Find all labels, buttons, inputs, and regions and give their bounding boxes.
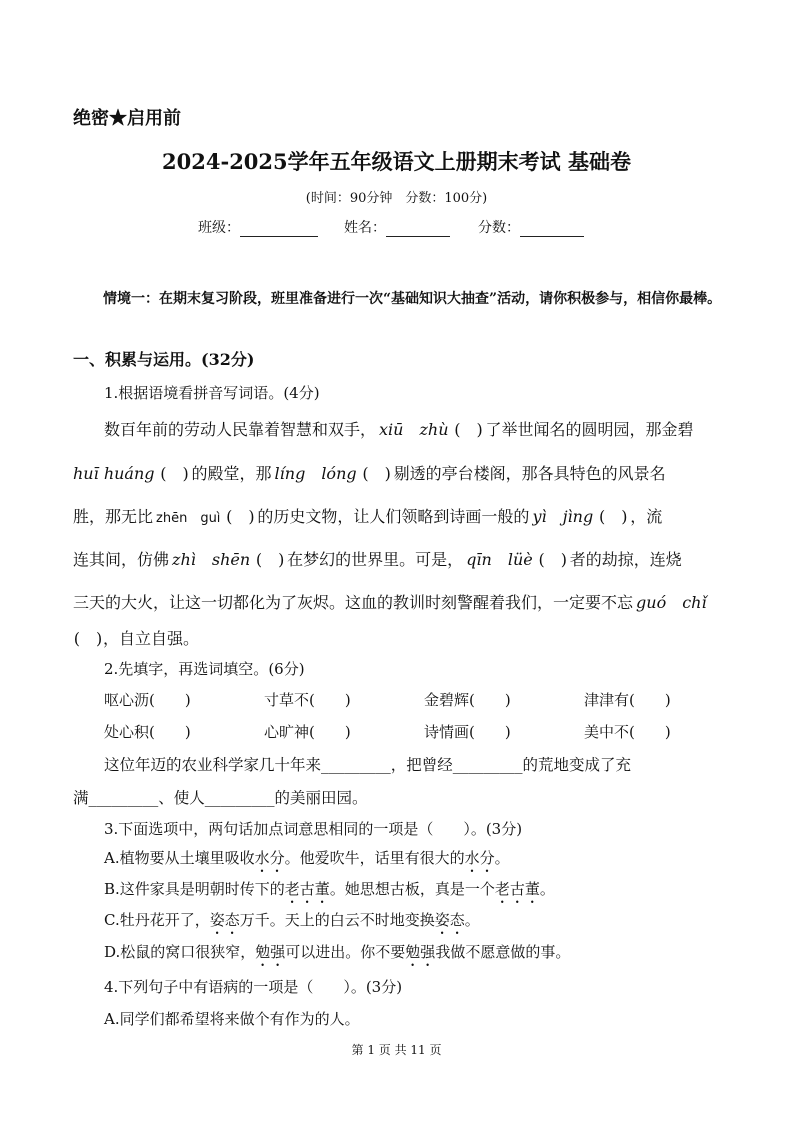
q2-item: 诗情画( ) — [424, 723, 511, 741]
q1-line6: ( )，自立自强。 — [73, 629, 200, 648]
time-score-info: (时间：90分钟 分数：100分) — [305, 191, 488, 206]
q2-item: 金碧辉( ) — [424, 691, 511, 709]
q3-option-b: B.这件家具是明朝时传下的老古董。她思想古板，真是一个老古董。 — [104, 880, 555, 898]
q3-option-c: C.牡丹花开了，姿态万千。天上的白云不时地变换姿态。 — [104, 911, 480, 929]
q2-item: 寸草不( ) — [264, 691, 351, 709]
page-footer: 第 1 页 共 11 页 — [351, 1043, 442, 1057]
q4-option-a: A.同学们都希望将来做个有作为的人。 — [104, 1010, 360, 1028]
q2-item: 津津有( ) — [584, 691, 671, 709]
pinyin-huihuang: huī huáng — [73, 464, 155, 483]
confidential-label: 绝密★启用前 — [73, 108, 181, 129]
score-blank — [520, 222, 584, 237]
q3-label: 3.下面选项中，两句话加点词意思相同的一项是（ ）。(3分) — [104, 820, 523, 838]
q2-item: 呕心沥( ) — [104, 691, 191, 709]
q4-label: 4.下列句子中有语病的一项是（ ）。(3分) — [104, 978, 403, 996]
score-label: 分数： — [478, 220, 520, 236]
name-field — [344, 217, 450, 237]
class-field — [198, 217, 318, 237]
name-label: 姓名： — [344, 220, 386, 236]
class-label: 班级： — [198, 220, 240, 236]
q2-sentence-line2: 满_________、使人_________的美丽田园。 — [73, 789, 368, 807]
score-field — [478, 217, 584, 237]
exam-title: 2024-2025学年五年级语文上册期末考试 基础卷 — [162, 149, 631, 174]
q2-label: 2.先填字，再选词填空。(6分) — [104, 660, 305, 678]
name-blank — [386, 222, 450, 237]
pinyin-guochi: guó chǐ — [636, 593, 707, 612]
pinyin-zhengui: zhēn guì — [156, 511, 221, 526]
pinyin-linglong: líng lóng — [274, 464, 357, 483]
pinyin-zhishen: zhì shēn — [172, 550, 251, 569]
q3-option-a: A.植物要从土壤里吸收水分。他爱吹牛，话里有很大的水分。 — [104, 849, 510, 867]
q1-line1: 数百年前的劳动人民靠着智慧和双手， xiū zhù ( ) 了举世闻名的圆明园，那金碧 — [104, 420, 694, 439]
section-title: 一、积累与运用。(32分) — [73, 350, 255, 369]
q1-line3: 胜，那无比 zhēn guì ( ) 的历史文物，让人们领略到诗画一般的 yì jìng ( ) ，流 — [73, 507, 663, 526]
pinyin-xiuzhu: xiū zhù — [379, 420, 449, 439]
q1-label: 1.根据语境看拼音写词语。(4分) — [104, 384, 320, 402]
q1-line5: 三天的大火，让这一切都化为了灰烬。这血的教训时刻警醒着我们，一定要不忘 guó chǐ — [73, 593, 707, 612]
q1-line4: 连其间，仿佛 zhì shēn ( ) 在梦幻的世界里。可是， qīn lüè ( ) 者的劫掠，连烧 — [73, 550, 682, 569]
q2-item: 处心积( ) — [104, 723, 191, 741]
scenario-text: 情境一：在期末复习阶段，班里准备进行一次“基础知识大抽查”活动，请你积极参与，相信你最棒。 — [103, 291, 722, 307]
q1-line2: huī huáng ( ) 的殿堂，那 líng lóng ( ) 剔透的亭台楼阁，那各具特色的风景名 — [73, 464, 666, 483]
q2-item: 美中不( ) — [584, 723, 671, 741]
q3-option-d: D.松鼠的窝口很狭窄，勉强可以进出。你不要勉强我做不愿意做的事。 — [104, 943, 571, 961]
pinyin-yijing: yì jìng — [532, 507, 594, 526]
class-blank — [240, 222, 318, 237]
pinyin-qinlue: qīn lüè — [466, 550, 533, 569]
q2-sentence-line1: 这位年迈的农业科学家几十年来_________，把曾经_________的荒地变成了充 — [104, 756, 632, 774]
q2-item: 心旷神( ) — [264, 723, 351, 741]
